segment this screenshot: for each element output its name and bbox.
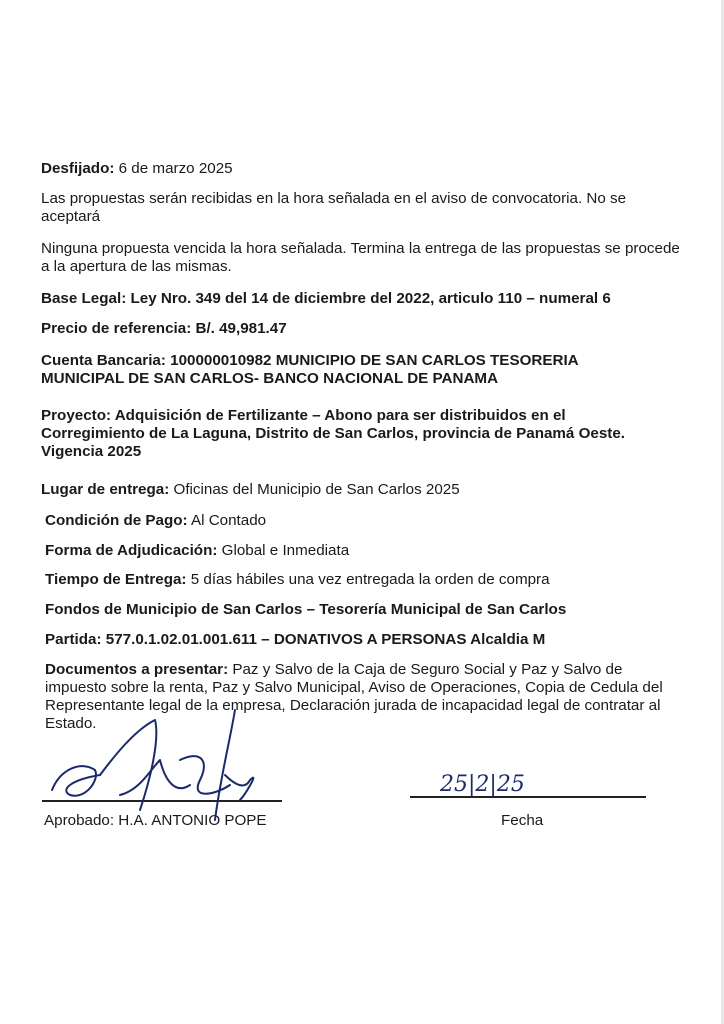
fecha-handwritten-value: 25|2|25 bbox=[440, 772, 525, 797]
precio-referencia: Precio de referencia: B/. 49,981.47 bbox=[41, 320, 287, 337]
documentos-value: Paz y Salvo de la Caja de Seguro Social y Paz y Salvo de impuesto sobre la renta, Paz y Salvo Municipal, Aviso de Operaciones, Copia de Cedula del Representante legal de la empresa, Declaración jurada de incapacidad legal de contratar al Estado. bbox=[45, 661, 663, 732]
forma-line bbox=[45, 542, 685, 560]
handwritten-signature bbox=[40, 700, 280, 840]
forma-value: Global e Inmediata bbox=[217, 542, 350, 559]
aprobado-label: Aprobado: H.A. ANTONIO POPE bbox=[44, 812, 267, 829]
condicion-label: Condición de Pago: bbox=[45, 512, 188, 529]
propuestas-paragraph-2: Ninguna propuesta vencida la hora señalada. Termina la entrega de las propuestas se procede a la apertura de las mismas. bbox=[41, 240, 680, 275]
condicion-value: Al Contado bbox=[187, 512, 267, 529]
tiempo-line bbox=[45, 571, 685, 589]
forma-label: Forma de Adjudicación: bbox=[45, 542, 218, 559]
propuestas-paragraph-1: Las propuestas serán recibidas en la hora señalada en el aviso de convocatoria. No se aceptará bbox=[41, 190, 627, 225]
desfijado-line bbox=[41, 160, 681, 178]
documentos-label: Documentos a presentar: bbox=[45, 661, 229, 678]
tiempo-label: Tiempo de Entrega: bbox=[45, 571, 187, 588]
fondos: Fondos de Municipio de San Carlos – Tesorería Municipal de San Carlos bbox=[45, 601, 567, 618]
cuenta-bancaria: Cuenta Bancaria: 100000010982 MUNICIPIO DE SAN CARLOS TESORERIA MUNICIPAL DE SAN CARLOS- BANCO NACIONAL DE PANAMA bbox=[41, 352, 579, 387]
lugar-value: Oficinas del Municipio de San Carlos 2025 bbox=[169, 481, 460, 498]
desfijado-label: Desfijado: bbox=[41, 160, 115, 177]
tiempo-value: 5 días hábiles una vez entregada la orden de compra bbox=[186, 571, 550, 588]
base-legal: Base Legal: Ley Nro. 349 del 14 de diciembre del 2022, articulo 110 – numeral 6 bbox=[41, 290, 611, 307]
proyecto: Proyecto: Adquisición de Fertilizante – Abono para ser distribuidos en el Corregimiento de La Laguna, Distrito de San Carlos, provincia de Panamá Oeste. Vigencia 2025 bbox=[41, 407, 626, 460]
desfijado-value: 6 de marzo 2025 bbox=[114, 160, 233, 177]
fecha-label: Fecha bbox=[501, 812, 544, 829]
partida: Partida: 577.0.1.02.01.001.611 – DONATIVOS A PERSONAS Alcaldia M bbox=[45, 631, 546, 648]
condicion-line bbox=[45, 512, 685, 530]
lugar-label: Lugar de entrega: bbox=[41, 481, 170, 498]
lugar-line bbox=[41, 481, 681, 499]
